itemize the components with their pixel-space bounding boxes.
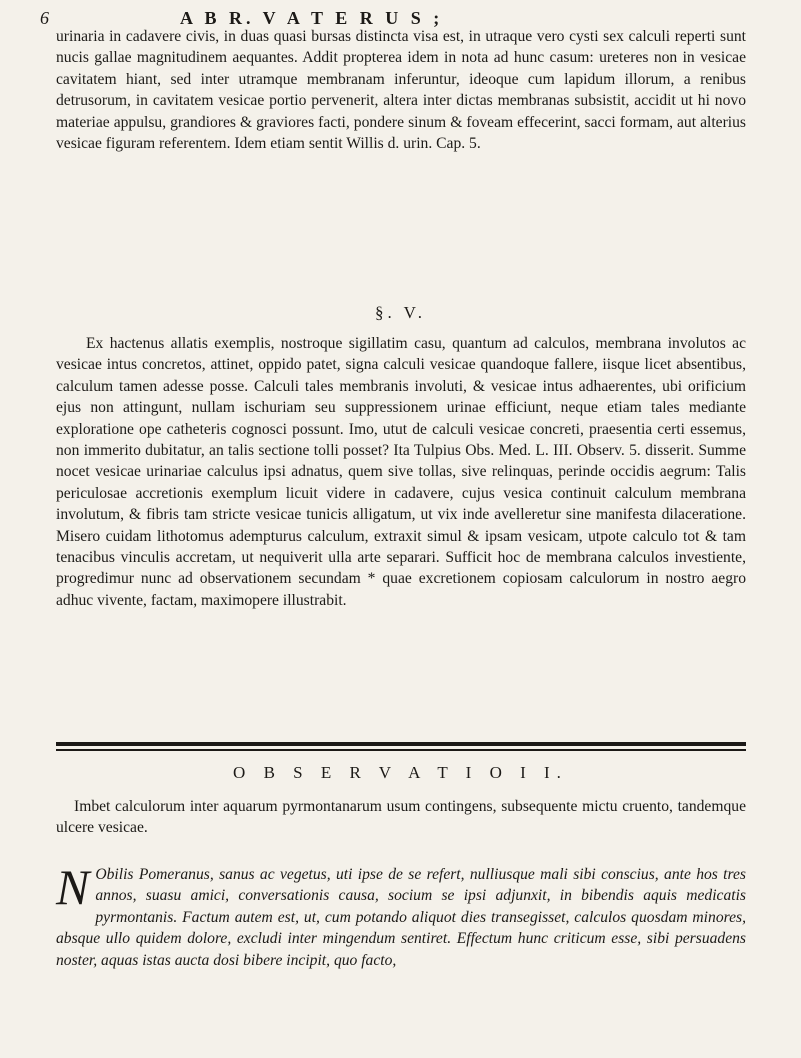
paragraph-3: Imbet calculorum inter aquarum pyrmontanarum usum contingens, subsequente mictu cruento, tandemque ulcere vesicae. [56, 798, 746, 837]
section-heading: §. V. [374, 303, 427, 322]
divider-thick [56, 742, 746, 746]
observation-summary [56, 796, 746, 839]
divider-thin [56, 749, 746, 751]
paragraph-2: Ex hactenus allatis exemplis, nostroque sigillatim casu, quantum ad calculos, membrana involutos ac vesicae intus concretos, attinet, oppido patet, signa calculi vesicae quandoque fallere, iisque licet absentibus, calculum tamen adesse posse. Calculi tales membranis involuti, & vesicae intus adhaerentes, ubi orificium ejus non attingunt, nullam ischuriam seu suppressionem urinae efficiunt, neque etiam tales mediante exploratione ope catheteris cognosci possunt. Imo, utut de calculi vesicae concreti, praesentia certi essemus, non immerito dubitatur, an talis sectione tolli posset? Ita Tulpius Obs. Med. L. III. Observ. 5. disserit. Summe nocet vesicae urinariae calculus ipsi adnatus, quem sive tollas, sive relinquas, perinde occidis aegrum: Talis periculosae accretionis exemplum licuit videre in cadavere, cujus vesica continuit calculum membrana involutum, & fibris tam stricte vesicae tunicis alligatum, ut vix inde avelleretur sine manifesta dilaceratione. Misero cuidam lithotomus adempturus calculum, extraxit simul & ipsam vesicam, utpote calculo tot & tam tenacibus vinculis accretam, ut nequiverit ulla arte separari. Sufficit hoc de membrana calculos investiente, progredimur nunc ad observationem secundam * quae excretionem copiosam calculorum in nostro aegro adhuc vivente, factam, maximopere illustrabit. [56, 335, 746, 609]
paragraph-1: urinaria in cadavere civis, in duas quasi bursas distincta visa est, in utraque vero cysti sex calculi reperti sunt nucis gallae magnitudinem aequantes. Addit propterea idem in nota ad hunc casum: ureteres non in vesicae cavitatem hiant, sed inter utramque membranam inferuntur, ideoque cum lapidum illorum, a renibus detrusorum, in cavitatem vesicae portio pervenerit, altera inter dictas membranas subsistit, accidit ut hi novo materiae appulsu, grandiores & graviores facti, pondere sinum & foveam effecerint, sacci formam, aut alterius vesicae figuram referentem. Idem etiam sentit Willis d. urin. Cap. 5. [56, 28, 746, 153]
paragraph-4-text: Obilis Pomeranus, sanus ac vegetus, uti ipse de se refert, nulliusque mali sibi conscius, ante hos tres annos, suasu amici, conversationis causa, socium se ipsi adjunxit, in bibendis aquis medicatis pyrmontanis. Factum autem est, ut, cum potando aliquot dies transegisset, calculos quosdam minores, absque ullo quidem dolore, excludi inter mingendum sentiret. Effectum hunc criticum esse, sibi persuadens noster, aquas istas aucta dosi bibere incipit, quo facto, [56, 866, 746, 969]
observation-body [56, 859, 746, 971]
section-body [56, 333, 746, 611]
running-title: A B R. V A T E R U S ; [180, 8, 444, 28]
paragraph-4 [56, 859, 746, 971]
drop-cap: N [56, 859, 90, 915]
paragraph-continuation [56, 26, 746, 154]
page-number: 6 [40, 8, 49, 28]
observation-title: O B S E R V A T I O I I. [233, 763, 568, 782]
